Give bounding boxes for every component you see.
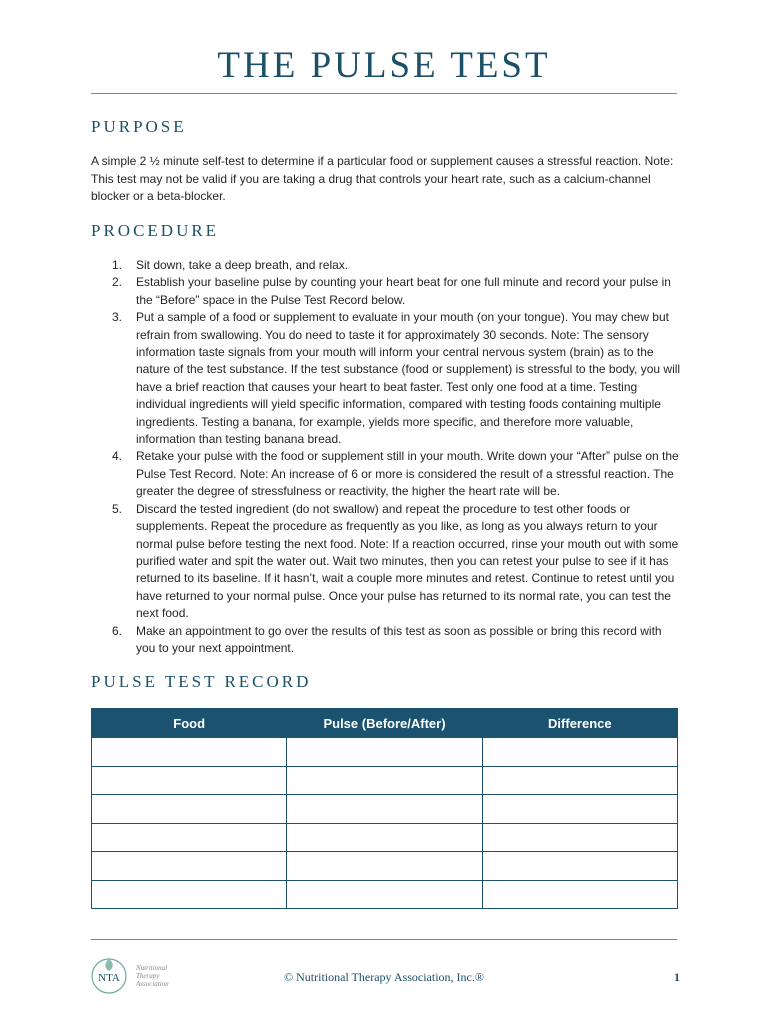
pulse-cell[interactable] <box>287 795 482 824</box>
footer-divider <box>91 939 677 940</box>
procedure-step <box>91 448 681 500</box>
table-row <box>92 795 678 824</box>
procedure-step <box>91 274 681 309</box>
logo-line: Nutritional <box>136 964 168 972</box>
step-text: Establish your baseline pulse by counting your heart beat for one full minute and record your pulse in the “Before” space in the Pulse Test Record below. <box>136 275 671 307</box>
procedure-step <box>91 257 681 274</box>
step-text: Put a sample of a food or supplement to evaluate in your mouth (on your tongue). You may chew but refrain from swallowing. You do need to taste it for approximately 30 seconds. Note: The sensory information taste signals from your mouth will inform your central nervous system (brain) as to the nature of the test substance. If the test substance (food or supplement) is stressful to the body, you will have a brief reaction that causes your heart to beat faster. Test only one food at a time. Testing individual ingredients will yield specific information, compared with testing foods containing multiple ingredients. Testing a banana, for example, yields more specific, and therefore more valuable, information than testing banana bread. <box>136 310 681 447</box>
procedure-step <box>91 623 681 658</box>
column-header-pulse: Pulse (Before/After) <box>287 709 482 738</box>
table-header-row <box>92 709 678 738</box>
difference-cell[interactable] <box>482 852 677 881</box>
pulse-cell[interactable] <box>287 852 482 881</box>
table-row <box>92 766 678 795</box>
pulse-cell[interactable] <box>287 823 482 852</box>
column-header-difference: Difference <box>482 709 677 738</box>
difference-cell[interactable] <box>482 880 677 909</box>
step-number: 4. <box>112 449 123 464</box>
difference-cell[interactable] <box>482 738 677 767</box>
page-number: 1 <box>674 970 680 984</box>
procedure-step <box>91 501 681 623</box>
column-header-food: Food <box>92 709 287 738</box>
logo-line: Therapy <box>136 972 160 980</box>
food-cell[interactable] <box>92 795 287 824</box>
food-cell[interactable] <box>92 880 287 909</box>
step-text: Make an appointment to go over the results of this test as soon as possible or bring this record with you to your next appointment. <box>136 623 662 655</box>
step-number: 6. <box>112 623 123 638</box>
step-number: 2. <box>112 275 123 290</box>
table-row <box>92 823 678 852</box>
food-cell[interactable] <box>92 766 287 795</box>
step-number: 1. <box>112 258 123 272</box>
copyright-text: © Nutritional Therapy Association, Inc.® <box>284 970 484 984</box>
difference-cell[interactable] <box>482 823 677 852</box>
logo-abbr: NTA <box>98 972 120 984</box>
title-divider <box>91 93 677 94</box>
logo-line: Association <box>136 980 169 988</box>
difference-cell[interactable] <box>482 766 677 795</box>
page-title: THE PULSE TEST <box>217 45 551 86</box>
procedure-step <box>91 309 681 448</box>
purpose-heading: PURPOSE <box>91 117 187 136</box>
procedure-heading: PROCEDURE <box>91 221 220 240</box>
table-row <box>92 852 678 881</box>
purpose-text: A simple 2 ½ minute self-test to determine if a particular food or supplement causes a stressful reaction. Note: This test may not be valid if you are taking a drug that controls your heart rate, such as a calcium-channel blocker or a beta-blocker. <box>91 154 674 203</box>
record-heading: PULSE TEST RECORD <box>91 672 312 691</box>
pulse-test-record-table <box>91 708 678 909</box>
pulse-cell[interactable] <box>287 880 482 909</box>
food-cell[interactable] <box>92 852 287 881</box>
food-cell[interactable] <box>92 738 287 767</box>
procedure-list <box>91 257 681 657</box>
pulse-cell[interactable] <box>287 738 482 767</box>
step-text: Discard the tested ingredient (do not swallow) and repeat the procedure to test other foods or supplements. Repeat the procedure as frequently as you like, as long as you always return to your normal pulse before testing the next food. Note: If a reaction occurred, rinse your mouth out with some purified water and spit the water out. Wait two minutes, then you can retest your pulse to see if it has returned to its baseline. If it hasn’t, wait a couple more minutes and retest. Continue to retest until you have returned to your normal pulse. Once your pulse has returned to its normal rate, you can test the next food. <box>136 501 679 621</box>
difference-cell[interactable] <box>482 795 677 824</box>
table-row <box>92 738 678 767</box>
step-number: 5. <box>112 501 123 516</box>
pulse-cell[interactable] <box>287 766 482 795</box>
food-cell[interactable] <box>92 823 287 852</box>
step-number: 3. <box>112 310 123 325</box>
table-row <box>92 880 678 909</box>
step-text: Retake your pulse with the food or supplement still in your mouth. Write down your “After” pulse on the Pulse Test Record. Note: An increase of 6 or more is considered the result of a stressful reaction. The greater the degree of stressfulness or reactivity, the higher the heart rate will be. <box>136 449 679 499</box>
step-text: Sit down, take a deep breath, and relax. <box>136 258 349 272</box>
